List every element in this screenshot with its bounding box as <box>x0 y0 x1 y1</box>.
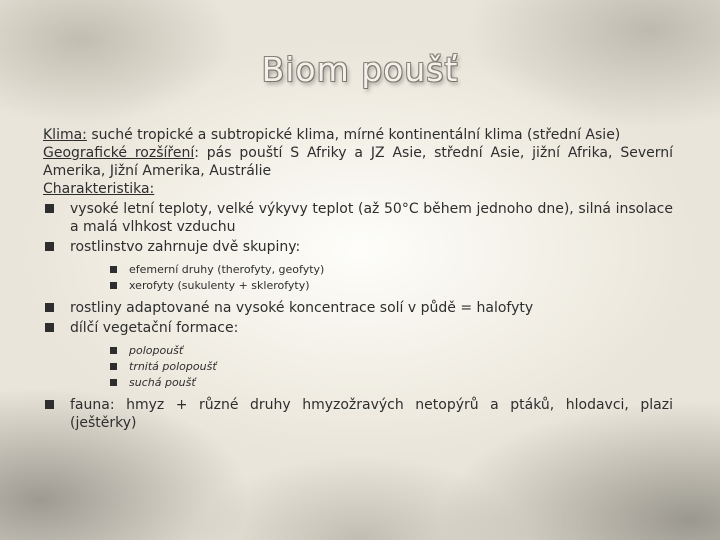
klima-text: suché tropické a subtropické klima, mírné kontinentální klima (střední Asie) <box>86 127 621 143</box>
geo-label: Geografické rozšíření <box>43 145 195 161</box>
klima-paragraph <box>43 126 673 144</box>
geo-text: : pás pouští S Afriky a JZ Asie, střední Asie, jižní Afrika, Severní Amerika, Jižní Amerika, Austrálie <box>43 145 673 179</box>
sub-list-item: suchá poušť <box>70 375 673 390</box>
slide-title: Biom poušť <box>261 50 459 89</box>
geo-paragraph <box>43 144 673 180</box>
characteristics-list <box>43 200 673 432</box>
sub-list-item: trnitá polopoušť <box>70 359 673 374</box>
char-label: Charakteristika: <box>43 181 155 197</box>
list-item: vysoké letní teploty, velké výkyvy teplot (až 50°C během jednoho dne), silná insolace a malá vlhkost vzduchu <box>43 200 673 236</box>
list-item: rostliny adaptované na vysoké koncentrace solí v půdě = halofyty <box>43 299 673 317</box>
list-item-label: rostlinstvo zahrnuje dvě skupiny: <box>70 239 301 255</box>
list-item <box>43 238 673 293</box>
sub-list-item: polopoušť <box>70 343 673 358</box>
list-item <box>43 319 673 390</box>
klima-label: Klima: <box>43 127 87 143</box>
sub-list <box>70 262 673 293</box>
sub-list <box>70 343 673 390</box>
char-paragraph <box>43 180 673 198</box>
sub-list-item: efemerní druhy (therofyty, geofyty) <box>70 262 673 277</box>
list-item: fauna: hmyz + různé druhy hmyzožravých netopýrů a ptáků, hlodavci, plazi (ještěrky) <box>43 396 673 432</box>
list-item-label: dílčí vegetační formace: <box>70 320 239 336</box>
sub-list-item: xerofyty (sukulenty + sklerofyty) <box>70 278 673 293</box>
slide-content <box>43 126 673 434</box>
